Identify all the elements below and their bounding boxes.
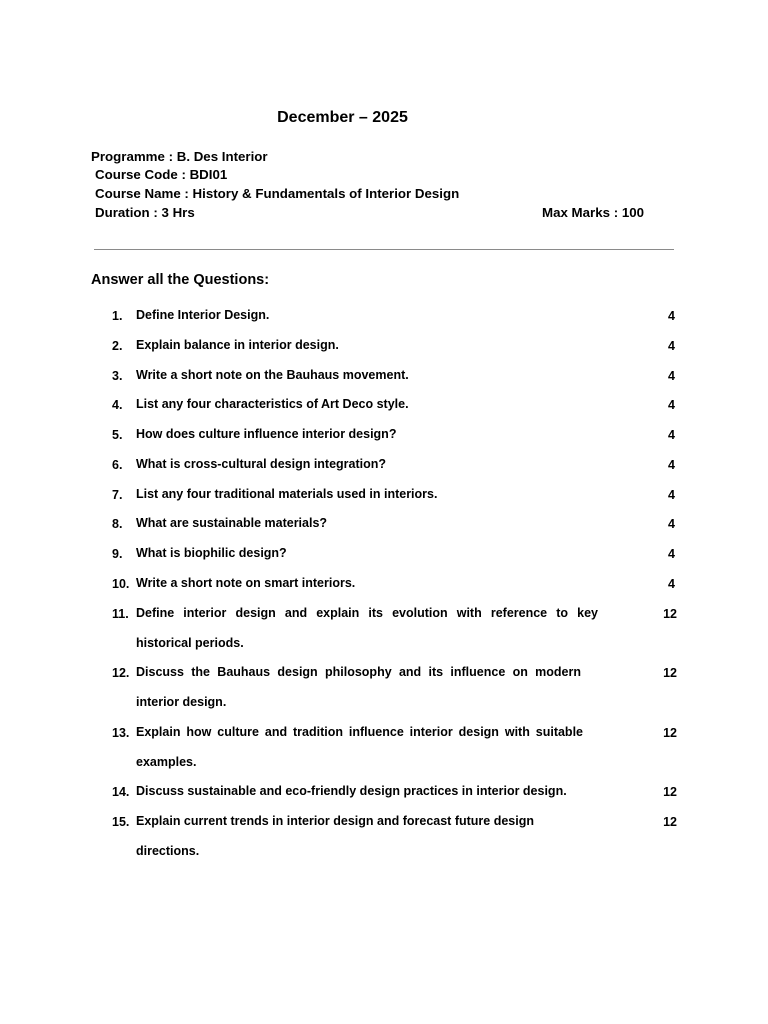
question-text: What is biophilic design? [136,546,287,560]
question-number: 3. [112,369,123,383]
question-number: 13. [112,726,130,740]
question-text: Explain how culture and tradition influence interior design with suitable examples. [136,725,583,769]
question-marks: 4 [668,547,675,561]
question-text: List any four traditional materials used in interiors. [136,487,438,501]
exam-session-title: December – 2025 [277,109,408,126]
question-marks: 4 [668,517,675,531]
question-number: 12. [112,666,130,680]
question-text: Define interior design and explain its evolution with reference to key historical periods. [136,606,598,650]
question-marks: 12 [663,607,677,621]
question-text: What is cross-cultural design integration? [136,457,387,471]
question-text: Write a short note on the Bauhaus movement. [136,368,409,382]
question-number: 5. [112,428,123,442]
question-number: 15. [112,815,130,829]
question-number: 2. [112,339,123,353]
question-text: What are sustainable materials? [136,516,328,530]
question-text: Define Interior Design. [136,308,270,322]
question-marks: 12 [663,666,677,680]
question-marks: 12 [663,726,677,740]
programme-line: Programme : B. Des Interior [91,149,268,164]
question-text: Explain current trends in interior design and forecast future design directions. [136,814,534,858]
question-text: List any four characteristics of Art Deco style. [136,397,409,411]
question-marks: 4 [668,398,675,412]
question-marks: 4 [668,488,675,502]
question-marks: 4 [668,458,675,472]
question-number: 14. [112,785,130,799]
question-number: 10. [112,577,130,591]
question-marks: 4 [668,339,675,353]
question-marks: 12 [663,815,677,829]
question-marks: 4 [668,369,675,383]
max-marks-line: Max Marks : 100 [542,205,644,220]
question-number: 11. [112,607,129,621]
question-marks: 12 [663,785,677,799]
question-number: 9. [112,547,123,561]
question-marks: 4 [668,577,675,591]
question-text: Write a short note on smart interiors. [136,576,356,590]
question-text: Discuss the Bauhaus design philosophy and its influence on modern interior design. [136,665,581,709]
question-number: 6. [112,458,123,472]
question-number: 8. [112,517,123,531]
instruction-heading: Answer all the Questions: [91,272,270,288]
question-number: 4. [112,398,123,412]
course-code-line: Course Code : BDI01 [95,167,228,182]
course-name-line: Course Name : History & Fundamentals of Interior Design [95,186,460,201]
question-marks: 4 [668,428,675,442]
question-text: Explain balance in interior design. [136,338,339,352]
question-text: Discuss sustainable and eco-friendly design practices in interior design. [136,784,567,798]
question-number: 1. [112,309,123,323]
question-marks: 4 [668,309,675,323]
question-number: 7. [112,488,123,502]
duration-line: Duration : 3 Hrs [95,205,195,220]
question-text: How does culture influence interior design? [136,427,397,441]
